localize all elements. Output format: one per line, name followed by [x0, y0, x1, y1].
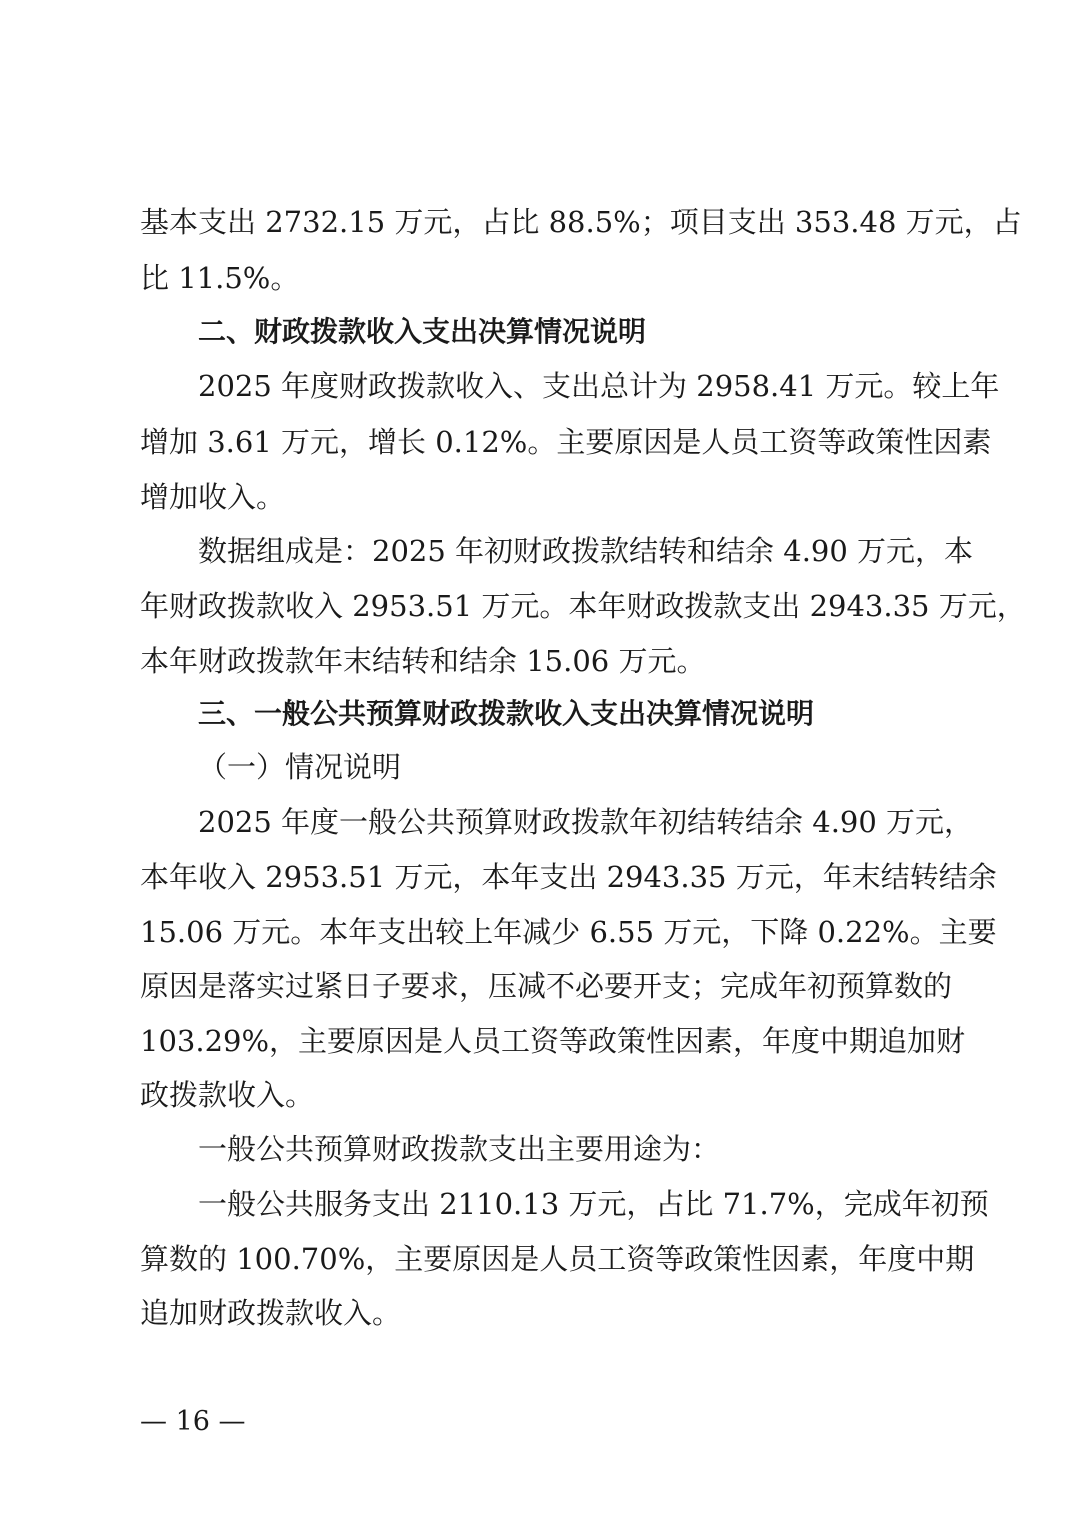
subsection-heading: （一）情况说明: [198, 750, 402, 784]
paragraph-line: 2025 年度一般公共预算财政拨款年初结转结余 4.90 万元，: [198, 805, 974, 839]
paragraph-line: 比 11.5%。: [140, 261, 300, 295]
paragraph-line: 15.06 万元。本年支出较上年减少 6.55 万元，下降 0.22%。主要: [140, 915, 997, 949]
paragraph-line: 原因是落实过紧日子要求，压减不必要开支；完成年初预算数的: [140, 969, 953, 1003]
paragraph-line: 一般公共预算财政拨款支出主要用途为：: [198, 1132, 721, 1166]
paragraph-line: 增加 3.61 万元，增长 0.12%。主要原因是人员工资等政策性因素: [140, 425, 992, 459]
paragraph-line: 算数的 100.70%，主要原因是人员工资等政策性因素，年度中期: [140, 1242, 975, 1276]
paragraph-line: 103.29%，主要原因是人员工资等政策性因素，年度中期追加财: [140, 1024, 966, 1058]
paragraph-line: 本年收入 2953.51 万元，本年支出 2943.35 万元，年末结转结余: [140, 860, 997, 894]
paragraph-line: 本年财政拨款年末结转和结余 15.06 万元。: [140, 644, 706, 678]
paragraph-line: 2025 年度财政拨款收入、支出总计为 2958.41 万元。较上年: [198, 369, 1000, 403]
paragraph-line: 追加财政拨款收入。: [140, 1296, 402, 1330]
paragraph-line: 数据组成是：2025 年初财政拨款结转和结余 4.90 万元，本: [198, 534, 974, 568]
paragraph-line: 政拨款收入。: [140, 1078, 315, 1112]
page-number: — 16 —: [140, 1406, 246, 1437]
section-heading: 三、一般公共预算财政拨款收入支出决算情况说明: [198, 697, 815, 730]
paragraph-line: 基本支出 2732.15 万元，占比 88.5%；项目支出 353.48 万元，占: [140, 205, 1022, 239]
section-heading: 二、财政拨款收入支出决算情况说明: [198, 315, 647, 348]
paragraph-line: 年财政拨款收入 2953.51 万元。本年财政拨款支出 2943.35 万元，: [140, 589, 1026, 623]
paragraph-line: 一般公共服务支出 2110.13 万元，占比 71.7%，完成年初预: [198, 1187, 989, 1221]
paragraph-line: 增加收入。: [140, 480, 286, 514]
